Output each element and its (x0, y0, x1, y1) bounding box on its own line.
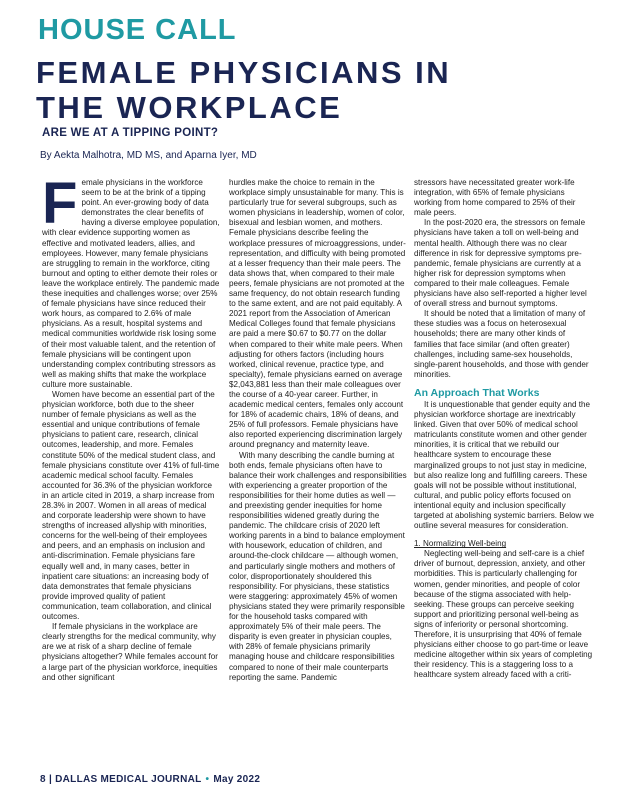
footer (40, 774, 260, 785)
subheading: 1. Normalizing Well-being (414, 539, 507, 549)
paragraph: Women have become an essential part of the physician workforce, both due to the sheer number of female physicians as well as the essential and unique contributions of female physicians to patient care, research, clinical outcomes, leadership, and more. Females constitute 50% of the medical student class, and female physicians constitute over 41% of full-time academic medical school faculty. Females accounted for 36.3% of the physician workforce in an article cited in 2019, a sharp increase from 28.3% in 2007. Women in all areas of medical and corporate leadership were shown to have strengths of increased allyship with minorities, concerns for the well-being of their employees and peers, and an emphasis on inclusion and anti-discrimination. Female physicians fare equally well and, in many cases, better in inpatient care situations: an increasing body of data demonstrates that female physicians provide improved quality of patient communication, team collaboration, and clinical outcomes. (42, 389, 220, 622)
issue-date: May 2022 (213, 774, 261, 785)
column-3 (414, 178, 594, 681)
paragraph: hurdles make the choice to remain in the workplace simply unsustainable for many. This is particularly true for several subgroups, such as women physicians in leadership, women of color, bisexual and lesbian women, and mothers. Female physicians describe feeling the workplace pressures of microaggressions, under-representation, and difficulty with being promoted at a lesser frequency than their male peers. The data shows that, when compared to their male peers, female physicians are not promoted at the same frequency, do not obtain research funding to the same extent, and are not paid equitably. A 2021 report from the Association of American Medical Colleges found that female physicians are paid a mere $0.67 to $0.77 on the dollar when compared to their white male peers. When adjusting for others factors (including hours worked, clinical revenue, practice type, and specialty), female physicians earned on average $2,043,881 less than their male colleagues over the course of a 40-year career. Further, in academic medical centers, females only account for 18% of academic chairs, 18% of deans, and 25% of full professors. Female physicians have also reported experiencing discrimination largely around pregnancy and maternity leave. (229, 178, 406, 450)
paragraph: In the post-2020 era, the stressors on female physicians have taken a toll on well-being and mental health. Although there was no clear difference in risk for depressive symptoms pre-pandemic, female physicians are currently at a higher risk for depression symptoms when compared to their male colleagues. Female physicians have also self-reported a higher level of overall stress and burnout symptoms. (414, 218, 587, 309)
title-line-1: FEMALE PHYSICIANS IN (36, 55, 452, 90)
paragraph: It should be noted that a limitation of many of these studies was a focus on heterosexual households; there are many other kinds of families that face similar (and often greater) challenges, including same-sex households, single-parent households, and those with gender minorities. (414, 309, 589, 379)
paragraph: stressors have necessitated greater work-life integration, with 65% of female physicians working from home compared to 25% of their male peers. (414, 178, 576, 218)
kicker: HOUSE CALL (38, 14, 237, 46)
subtitle: ARE WE AT A TIPPING POINT? (42, 127, 219, 139)
column-2 (229, 178, 407, 683)
paragraph: emale physicians in the workforce seem to be at the brink of a tipping point. An ever-growing body of data demonstrates the clear benefits of having a diverse employee population, with clear evidence supporting women as effective and motivated leaders, allies, and employees. However, many female physicians are struggling to remain in the workforce, citing burnout and opting to either demote their roles or leave the workplace entirely. The pandemic made these inequities and challenges worse; over 25% of female physicians have since reduced their work hours, as compared to 2.6% of male physicians. As a result, hospital systems and medical communities worldwide risk losing some of their most valuable talent, and the retention of female physicians will be contingent upon understanding complex contributing stressors as well as making shifts that make the workplace culture more sustainable. (42, 178, 220, 389)
dropcap: F (42, 171, 78, 236)
title-line-2: THE WORKPLACE (36, 90, 343, 125)
paragraph: Neglecting well-being and self-care is a chief driver of burnout, depression, anxiety, and other morbidities. This is particularly challenging for women, gender minorities, and people of color because of the stigma associated with help-seeking. These groups can perceive seeking support and prioritizing personal well-being as signs of inferiority or personal shortcoming. Therefore, it is unsurprising that 40% of female physicians either choose to go part-time or leave medicine altogether within six years of completing their residency. This is a staggering loss to a healthcare system already faced with a criti- (414, 549, 593, 680)
page-number: 8 | DALLAS MEDICAL JOURNAL (40, 774, 202, 785)
paragraph: If female physicians in the workplace are clearly strengths for the medical community, why are we at risk of a sharp decline of female physicians altogether? While females account for a large part of the physician workforce, inequities and other significant (42, 622, 218, 682)
byline: By Aekta Malhotra, MD MS, and Aparna Iyer, MD (40, 150, 257, 161)
page-title (36, 55, 451, 125)
section-heading: An Approach That Works (414, 386, 540, 399)
column-1 (42, 171, 220, 683)
paragraph: It is unquestionable that gender equity and the physician workforce shortage are inextricably linked. Given that over 50% of medical school matriculants constitute women and other gender minorities, it is critical that we rebuild our healthcare system to encourage these marginalized groups to not just stay in medicine, but also realize long and fulfilling careers. These goals will not be possible without institutional, cultural, and public policy efforts focused on intentional equity and inclusion specifically targeted at abolishing systemic barriers. Below we outline several measures for consideration. (414, 399, 594, 531)
paragraph: With many describing the candle burning at both ends, female physicians often have to balance their work challenges and responsibilities with experiencing a greater proportion of the responsibilities for their home duties as well — and preexisting gender inequities for home responsibilities widened greatly during the pandemic. The childcare crisis of 2020 left working parents in a bind to balance employment with housework, education of children, and around-the-clock childcare — although women, and particularly single mothers and mothers of color, disproportionately shouldered this responsibility. For physicians, these statistics were staggering: approximately 45% of women physicians stated they were primarily responsible for the household tasks compared with approximately 5% of their male peers. The disparity is even greater in physician couples, with 28% of female physicians primarily managing house and childcare responsibilities compared to none of their male counterparts reporting the same. Pandemic (229, 450, 407, 682)
separator-dot: • (205, 774, 210, 785)
